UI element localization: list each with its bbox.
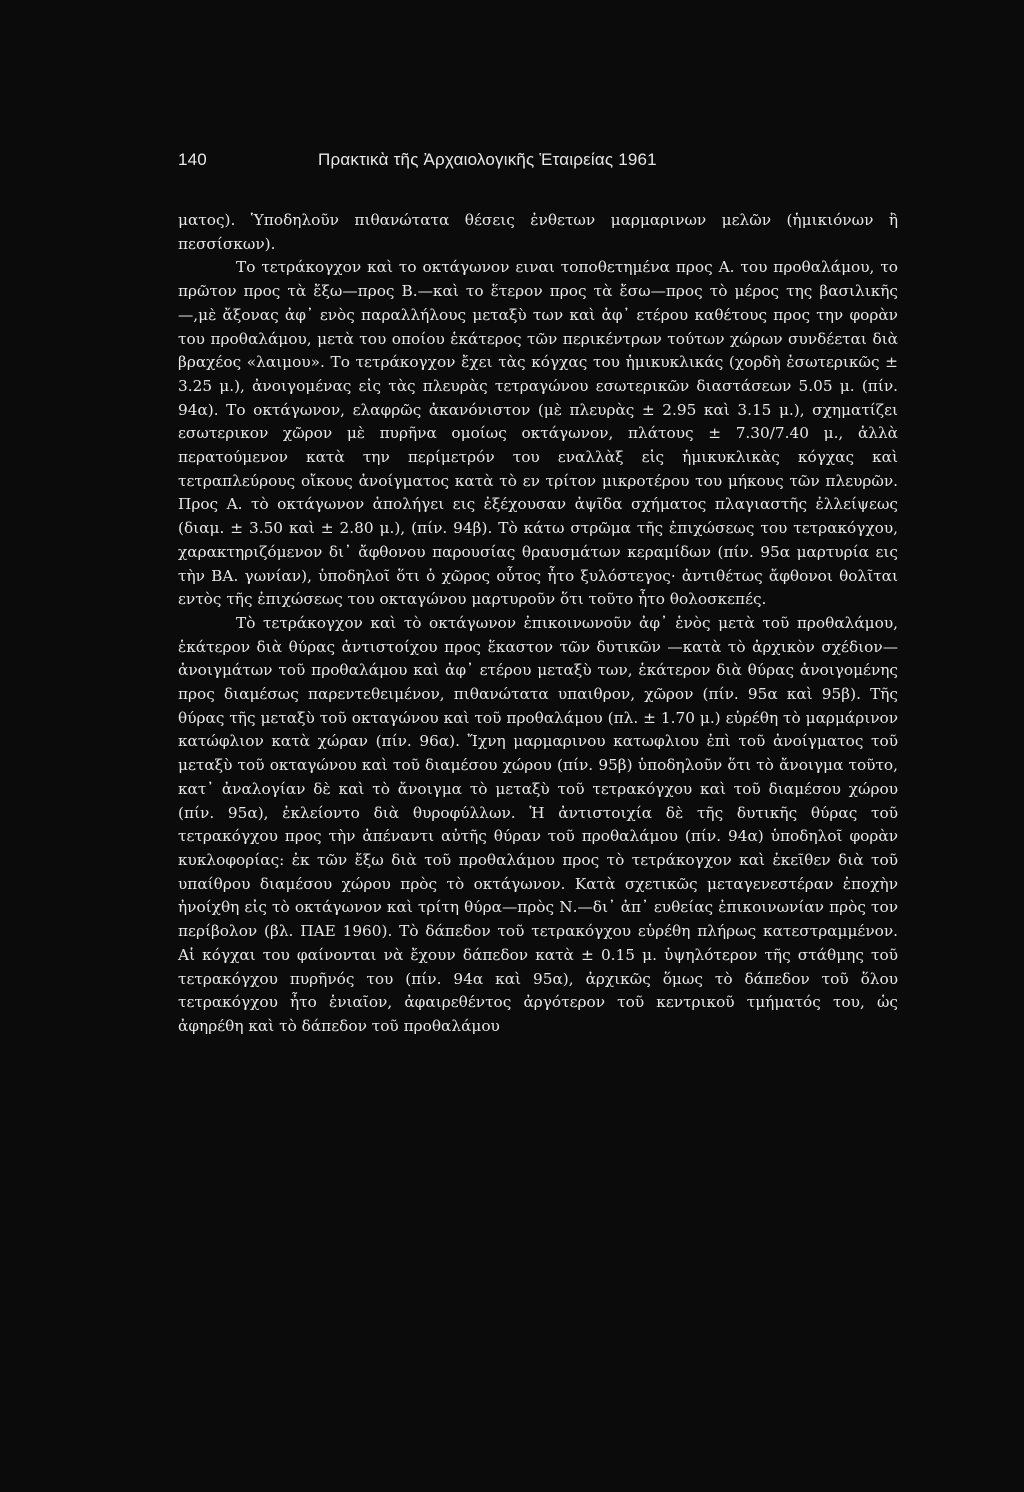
paragraph: ματος). Ὑποδηλοῦν πιθανώτατα θέσεις ἐνθετων μαρμαρινων μελῶν (ἡμικιόνων ἢ πεσσίσκων). xyxy=(178,211,898,253)
running-title: Πρακτικὰ τῆς Ἀρχαιολογικῆς Ἑταιρείας 1961 xyxy=(318,150,657,169)
paragraph: Το τετράκογχον καὶ το οκτάγωνον ειναι τοποθετημένα προς Α. του προθαλάμου, το πρῶτον προς τὰ ἔξω—προς Β.—καὶ το ἕτερον προς τὰ ἔσω—προς τὸ μέρος της βασιλικῆς—,μὲ ἄξονας ἀφ᾿ ενὸς παραλλήλους μεταξὺ των καὶ ἀφ᾿ ετέρου καθέτους προς την φορὰν του προθαλάμου, μετὰ του οποίου ἑκάτερος τῶν περικέντρων τούτων χώρων συνδέεται διὰ βραχέος «λαιμου». Το τετράκογχον ἔχει τὰς κόγχας του ἡμικυκλικάς (χορδὴ ἐσωτερικῶς ± 3.25 μ.), ἀνοιγομένας εἰς τὰς πλευρὰς τετραγώνου εσωτερικῶν διαστάσεων 5.05 μ. (πίν. 94α). Το οκτάγωνον, ελαφρῶς ἀκανόνιστον (μὲ πλευρὰς ± 2.95 καὶ 3.15 μ.), σχηματίζει εσωτερικον χῶρον μὲ πυρῆνα ομοίως οκτάγωνον, πλάτους ± 7.30/7.40 μ., ἀλλὰ περατούμενον κατὰ την περίμετρόν του εναλλὰξ εἰς ἡμικυκλικὰς κόγχας καὶ τετραπλεύρους οἴκους ἀνοίγματος κατὰ τὸ εν τρίτον μικροτέρου του μήκους τῶν πλευρῶν. Προς Α. τὸ οκτάγωνον ἀπολήγει εις ἐξέχουσαν ἀψῖδα σχήματος πλαγιαστῆς ἐλλείψεως (διαμ. ± 3.50 καὶ ± 2.80 μ.), (πίν. 94β). Τὸ κάτω στρῶμα τῆς ἐπιχώσεως του τετρακόγχου, χαρακτηριζόμενον δι᾿ ἄφθονου παρουσίας θραυσμάτων κεραμίδων (πίν. 95α μαρτυρία εις τὴν ΒΑ. γωνίαν), ὑποδηλοῖ ὅτι ὁ χῶρος οὗτος ἦτο ξυλόστεγος· ἀντιθέτως ἄφθονοι θολῖται εντὸς τῆς ἐπιχώσεως του οκταγώνου μαρτυροῦν ὅτι τοῦτο ἦτο θολοσκεπές. xyxy=(178,258,898,609)
page-header xyxy=(178,150,858,180)
paragraph: Τὸ τετράκογχον καὶ τὸ οκτάγωνον ἐπικοινωνοῦν ἀφ᾿ ἑνὸς μετὰ τοῦ προθαλάμου, ἑκάτερον διὰ θύρας ἀντιστοίχου προς ἕκαστον τῶν δυτικῶν —κατὰ τὸ ἀρχικὸν σχέδιον—ἀνοιγμάτων τοῦ προθαλάμου καὶ ἀφ᾿ ετέρου μεταξὺ των, ἑκάτερον διὰ θύρας ἀνοιγομένης προς διαμέσως παρεντεθειμένον, πιθανώτατα υπαιθρον, χῶρον (πίν. 95α καὶ 95β). Τῆς θύρας τῆς μεταξὺ τοῦ οκταγώνου καὶ τοῦ προθαλάμου (πλ. ± 1.70 μ.) εὑρέθη τὸ μαρμάρινον κατώφλιον κατὰ χώραν (πίν. 96α). Ἴχνη μαρμαρινου κατωφλιου ἐπὶ τοῦ ἀνοίγματος τοῦ μεταξὺ τοῦ οκταγώνου καὶ τοῦ διαμέσου χώρου (πίν. 95β) ὑποδηλοῦν ὅτι τὸ ἄνοιγμα τοῦτο, κατ᾿ ἀναλογίαν δὲ καὶ τὸ ἄνοιγμα τὸ μεταξὺ τοῦ τετρακόγχου καὶ τοῦ διαμέσου χώρου (πίν. 95α), ἐκλείοντο διὰ θυροφύλλων. Ἡ ἀντιστοιχία δὲ τῆς δυτικῆς θύρας τοῦ τετρακόγχου προς τὴν ἀπέναντι αὐτῆς θύραν τοῦ προθαλάμου (πίν. 94α) ὑποδηλοῖ φορὰν κυκλοφορίας: ἐκ τῶν ἔξω διὰ τοῦ προθαλάμου προς τὸ τετράκογχον καὶ ἐκεῖθεν διὰ τοῦ υπαίθρου διαμέσου χώρου πρὸς τὸ οκτάγωνον. Κατὰ σχετικῶς μεταγενεστέραν ἐποχὴν ἠνοίχθη εἰς τὸ οκτάγωνον καὶ τρίτη θύρα—πρὸς Ν.—δι᾿ ἀπ᾿ ευθείας ἐπικοινωνίαν πρὸς τον περίβολον (βλ. ΠΑΕ 1960). Τὸ δάπεδον τοῦ τετρακόγχου εὑρέθη πλήρως κατεστραμμένον. Αἱ κόγχαι του φαίνονται νὰ ἔχουν δάπεδον κατὰ ± 0.15 μ. ὑψηλότερον τῆς στάθμης τοῦ τετρακόγχου πυρῆνός του (πίν. 94α καὶ 95α), ἀρχικῶς ὅμως τὸ δάπεδον τοῦ ὅλου τετρακόγχου ἦτο ἑνιαῖον, ἀφαιρεθέντος ἀργότερον τοῦ κεντρικοῦ τμήματός του, ὡς ἀφηρέθη καὶ τὸ δάπεδον τοῦ προθαλάμου xyxy=(178,613,898,1035)
page-number: 140 xyxy=(178,150,207,169)
body-text xyxy=(178,209,898,1039)
